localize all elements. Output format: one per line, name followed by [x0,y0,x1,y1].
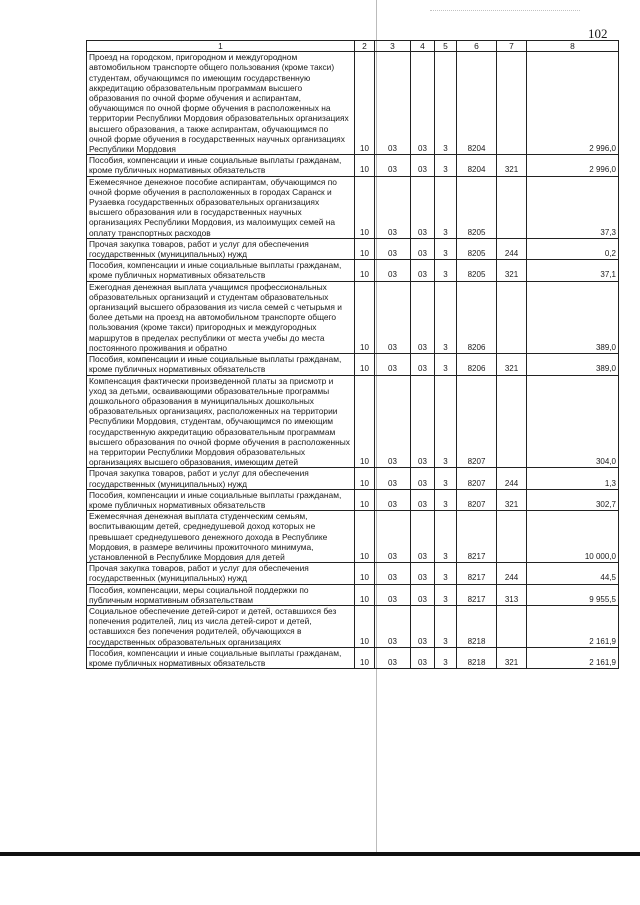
program-cell: 03 [411,238,435,259]
expense-type-cell: 321 [497,647,527,668]
subprogram-cell: 3 [435,563,457,584]
subprogram-cell: 3 [435,52,457,155]
row-name-cell: Ежегодная денежная выплата учащимся профессиональных образовательных организаций и студентам образовательных организаций высшего образования из числа семей с четырьмя и более детьми на проезд на автомобильном транспорте общего пользования (кроме такси) пригородных и междугородных маршрутов в пределах республики от места учебы до места постоянного проживания и обратно [87,281,355,353]
subsection-cell: 03 [375,155,411,176]
row-name-cell: Пособия, компенсации и иные социальные выплаты гражданам, кроме публичных нормативных обязательств [87,260,355,281]
row-name-cell: Ежемесячное денежное пособие аспирантам, обучающимся по очной форме обучения в расположенных в городах Саранск и Рузаевка государственных образовательных организациях высшего образования или в государственных научных организациях Республики Мордовия, из малоимущих семей на оплату транспортных расходов [87,176,355,238]
expense-type-cell [497,176,527,238]
program-cell: 03 [411,260,435,281]
target-article-cell: 8218 [457,647,497,668]
section-cell: 10 [355,260,375,281]
target-article-cell: 8204 [457,52,497,155]
program-cell: 03 [411,511,435,563]
column-header-section: 2 [355,41,375,52]
subprogram-cell: 3 [435,605,457,647]
subprogram-cell: 3 [435,260,457,281]
table-row [87,489,619,510]
scan-edge-bar [0,852,640,856]
section-cell: 10 [355,375,375,468]
amount-cell: 37,1 [527,260,619,281]
target-article-cell: 8204 [457,155,497,176]
subprogram-cell: 3 [435,489,457,510]
subprogram-cell: 3 [435,468,457,489]
subsection-cell: 03 [375,468,411,489]
target-article-cell: 8205 [457,260,497,281]
table-row [87,52,619,155]
row-name-cell: Пособия, компенсации и иные социальные выплаты гражданам, кроме публичных нормативных обязательств [87,155,355,176]
subsection-cell: 03 [375,52,411,155]
amount-cell: 389,0 [527,354,619,375]
subprogram-cell: 3 [435,238,457,259]
subprogram-cell: 3 [435,354,457,375]
column-header-amount: 8 [527,41,619,52]
section-cell: 10 [355,176,375,238]
expense-type-cell [497,52,527,155]
subprogram-cell: 3 [435,155,457,176]
subprogram-cell: 3 [435,647,457,668]
column-header-name: 1 [87,41,355,52]
expense-type-cell: 313 [497,584,527,605]
subsection-cell: 03 [375,354,411,375]
subsection-cell: 03 [375,511,411,563]
row-name-cell: Пособия, компенсации, меры социальной поддержки по публичным нормативным обязательствам [87,584,355,605]
section-cell: 10 [355,238,375,259]
column-header-program: 4 [411,41,435,52]
table-row [87,281,619,353]
row-name-cell: Компенсация фактически произведенной платы за присмотр и уход за детьми, осваивающими образовательные программы дошкольного образования в муниципальных дошкольных образовательных организациях, расположенных на территории Республики Мордовия, студентам, обучающимся по имеющим государственную аккредитацию образовательным программам высшего образования по очной форме обучения в расположенных на территории Республики Мордовия образовательных организациях высшего образования, имеющим детей [87,375,355,468]
target-article-cell: 8207 [457,468,497,489]
table-row [87,605,619,647]
section-cell: 10 [355,647,375,668]
section-cell: 10 [355,584,375,605]
expense-type-cell: 244 [497,468,527,489]
target-article-cell: 8205 [457,176,497,238]
subprogram-cell: 3 [435,281,457,353]
amount-cell: 2 996,0 [527,52,619,155]
row-name-cell: Проезд на городском, пригородном и междугородном автомобильном транспорте общего пользования (кроме такси) студентам, обучающимся по имеющим государственную аккредитацию образовательным программам высшего образования по очной форме обучения и аспирантам, обучающимся по очной форме обучения в расположенных на территории Республики Мордовия образовательных организациях высшего образования, а также аспирантам, обучающимся по очной форме обучения в государственных научных организациях Республики Мордовия [87,52,355,155]
section-cell: 10 [355,563,375,584]
amount-cell: 302,7 [527,489,619,510]
subsection-cell: 03 [375,260,411,281]
row-name-cell: Прочая закупка товаров, работ и услуг для обеспечения государственных (муниципальных) нужд [87,238,355,259]
row-name-cell: Пособия, компенсации и иные социальные выплаты гражданам, кроме публичных нормативных обязательств [87,489,355,510]
expense-type-cell: 321 [497,489,527,510]
expense-type-cell [497,605,527,647]
subprogram-cell: 3 [435,584,457,605]
program-cell: 03 [411,155,435,176]
expense-type-cell: 321 [497,155,527,176]
subprogram-cell: 3 [435,176,457,238]
expense-type-cell: 244 [497,563,527,584]
expense-type-cell: 321 [497,260,527,281]
expense-type-cell: 244 [497,238,527,259]
expense-type-cell [497,375,527,468]
program-cell: 03 [411,489,435,510]
row-name-cell: Социальное обеспечение детей-сирот и детей, оставшихся без попечения родителей, лиц из числа детей-сирот и детей, оставшихся без попечения родителей, обучающихся в государственных образовательных организациях [87,605,355,647]
target-article-cell: 8205 [457,238,497,259]
target-article-cell: 8206 [457,281,497,353]
expense-type-cell [497,511,527,563]
target-article-cell: 8207 [457,375,497,468]
target-article-cell: 8206 [457,354,497,375]
amount-cell: 10 000,0 [527,511,619,563]
target-article-cell: 8207 [457,489,497,510]
amount-cell: 389,0 [527,281,619,353]
table-row [87,647,619,668]
subsection-cell: 03 [375,176,411,238]
table-row [87,563,619,584]
row-name-cell: Прочая закупка товаров, работ и услуг для обеспечения государственных (муниципальных) нужд [87,468,355,489]
subprogram-cell: 3 [435,375,457,468]
program-cell: 03 [411,605,435,647]
expense-type-cell: 321 [497,354,527,375]
subsection-cell: 03 [375,375,411,468]
amount-cell: 2 996,0 [527,155,619,176]
program-cell: 03 [411,584,435,605]
target-article-cell: 8217 [457,584,497,605]
table-row [87,354,619,375]
row-name-cell: Ежемесячная денежная выплата студенческим семьям, воспитывающим детей, среднедушевой доход которых не превышает среднедушевого денежного дохода в Республике Мордовия, в размере величины прожиточного минимума, установленной в Республике Мордовия для детей [87,511,355,563]
target-article-cell: 8218 [457,605,497,647]
table-row [87,511,619,563]
subprogram-cell: 3 [435,511,457,563]
program-cell: 03 [411,468,435,489]
table-row [87,584,619,605]
program-cell: 03 [411,52,435,155]
page-number: 102 [588,26,608,41]
column-header-subprogram: 5 [435,41,457,52]
section-cell: 10 [355,511,375,563]
column-header-target-article: 6 [457,41,497,52]
section-cell: 10 [355,489,375,510]
subsection-cell: 03 [375,605,411,647]
table-row [87,176,619,238]
target-article-cell: 8217 [457,511,497,563]
expense-type-cell [497,281,527,353]
program-cell: 03 [411,647,435,668]
column-header-expense-type: 7 [497,41,527,52]
column-header-subsection: 3 [375,41,411,52]
amount-cell: 44,5 [527,563,619,584]
budget-table [86,40,619,669]
table-row [87,155,619,176]
program-cell: 03 [411,375,435,468]
row-name-cell: Прочая закупка товаров, работ и услуг для обеспечения государственных (муниципальных) нужд [87,563,355,584]
table-header-row [87,41,619,52]
section-cell: 10 [355,155,375,176]
table-row [87,260,619,281]
subsection-cell: 03 [375,584,411,605]
row-name-cell: Пособия, компенсации и иные социальные выплаты гражданам, кроме публичных нормативных обязательств [87,647,355,668]
section-cell: 10 [355,605,375,647]
table-row [87,468,619,489]
subsection-cell: 03 [375,489,411,510]
program-cell: 03 [411,354,435,375]
program-cell: 03 [411,281,435,353]
section-cell: 10 [355,281,375,353]
row-name-cell: Пособия, компенсации и иные социальные выплаты гражданам, кроме публичных нормативных обязательств [87,354,355,375]
amount-cell: 37,3 [527,176,619,238]
target-article-cell: 8217 [457,563,497,584]
subsection-cell: 03 [375,647,411,668]
amount-cell: 304,0 [527,375,619,468]
section-cell: 10 [355,354,375,375]
amount-cell: 9 955,5 [527,584,619,605]
program-cell: 03 [411,176,435,238]
subsection-cell: 03 [375,281,411,353]
table-row [87,238,619,259]
amount-cell: 1,3 [527,468,619,489]
amount-cell: 2 161,9 [527,605,619,647]
section-cell: 10 [355,52,375,155]
amount-cell: 0,2 [527,238,619,259]
subsection-cell: 03 [375,563,411,584]
table-row [87,375,619,468]
scan-artifact-top [430,2,580,11]
section-cell: 10 [355,468,375,489]
subsection-cell: 03 [375,238,411,259]
program-cell: 03 [411,563,435,584]
amount-cell: 2 161,9 [527,647,619,668]
